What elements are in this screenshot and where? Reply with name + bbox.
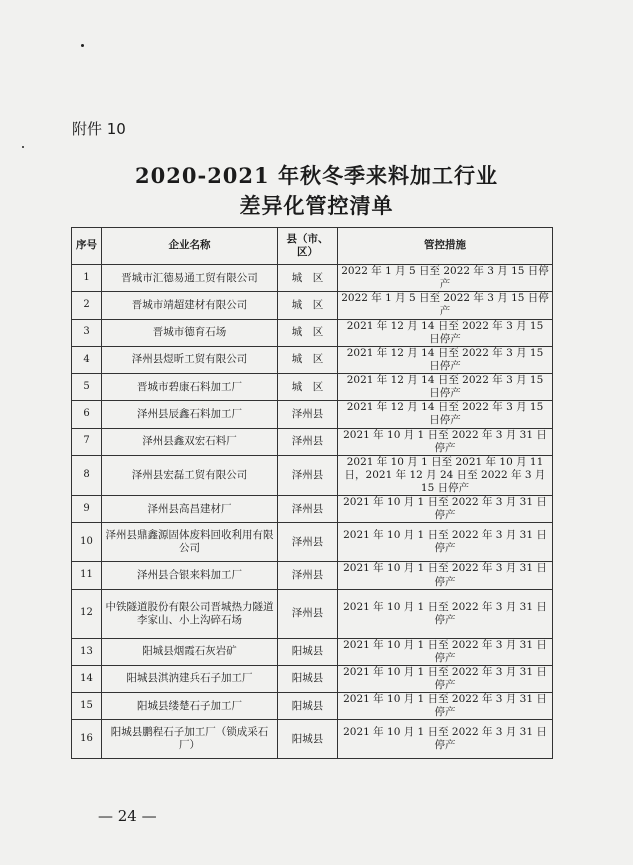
row-company: 晋城市德育石场 xyxy=(102,319,278,346)
row-company: 泽州县鑫双宏石料厂 xyxy=(102,428,278,455)
row-county: 阳城县 xyxy=(278,665,338,692)
row-measure: 2021 年 10 月 1 日至 2022 年 3 月 31 日停产 xyxy=(338,428,553,455)
row-county: 城 区 xyxy=(278,374,338,401)
table-row xyxy=(72,589,553,638)
row-measure: 2021 年 10 月 1 日至 2021 年 10 月 11 日，2021 年 12 月 24 日至 2022 年 3 月 15 日停产 xyxy=(338,455,553,495)
table-row xyxy=(72,401,553,428)
row-county: 城 区 xyxy=(278,292,338,319)
row-county: 泽州县 xyxy=(278,562,338,589)
table-row xyxy=(72,319,553,346)
row-county: 阳城县 xyxy=(278,693,338,720)
row-county: 泽州县 xyxy=(278,428,338,455)
scan-speck xyxy=(81,44,84,47)
table-row xyxy=(72,265,553,292)
table-row xyxy=(72,665,553,692)
row-no: 1 xyxy=(72,265,102,292)
row-county: 阳城县 xyxy=(278,720,338,759)
row-no: 8 xyxy=(72,455,102,495)
row-measure: 2021 年 10 月 1 日至 2022 年 3 月 31 日停产 xyxy=(338,562,553,589)
control-list-table xyxy=(71,227,553,759)
table-row xyxy=(72,693,553,720)
row-measure: 2021 年 10 月 1 日至 2022 年 3 月 31 日停产 xyxy=(338,665,553,692)
row-no: 9 xyxy=(72,496,102,523)
row-no: 12 xyxy=(72,589,102,638)
row-company: 阳城县淇汭建兵石子加工厂 xyxy=(102,665,278,692)
scan-speck xyxy=(22,146,24,148)
row-measure: 2021 年 10 月 1 日至 2022 年 3 月 31 日停产 xyxy=(338,720,553,759)
row-measure: 2021 年 12 月 14 日至 2022 年 3 月 15 日停产 xyxy=(338,374,553,401)
row-company: 阳城县缕楚石子加工厂 xyxy=(102,693,278,720)
row-no: 2 xyxy=(72,292,102,319)
row-company: 泽州县宏磊工贸有限公司 xyxy=(102,455,278,495)
row-no: 14 xyxy=(72,665,102,692)
attachment-label: 附件 10 xyxy=(72,120,126,138)
row-no: 3 xyxy=(72,319,102,346)
row-no: 5 xyxy=(72,374,102,401)
table-row xyxy=(72,523,553,562)
row-county: 泽州县 xyxy=(278,523,338,562)
row-measure: 2021 年 10 月 1 日至 2022 年 3 月 31 日停产 xyxy=(338,523,553,562)
row-company: 泽州县合银来料加工厂 xyxy=(102,562,278,589)
header-name: 企业名称 xyxy=(102,228,278,265)
table-row xyxy=(72,720,553,759)
row-measure: 2021 年 12 月 14 日至 2022 年 3 月 15 日停产 xyxy=(338,319,553,346)
row-company: 中铁隧道股份有限公司晋城热力隧道李家山、小上沟碎石场 xyxy=(102,589,278,638)
row-county: 城 区 xyxy=(278,319,338,346)
row-no: 16 xyxy=(72,720,102,759)
row-company: 泽州县辰鑫石料加工厂 xyxy=(102,401,278,428)
row-measure: 2021 年 10 月 1 日至 2022 年 3 月 31 日停产 xyxy=(338,638,553,665)
row-company: 泽州县高昌建材厂 xyxy=(102,496,278,523)
row-county: 泽州县 xyxy=(278,589,338,638)
document-title-line2: 差异化管控清单 xyxy=(239,193,394,218)
table-row xyxy=(72,496,553,523)
row-company: 晋城市碧康石料加工厂 xyxy=(102,374,278,401)
row-company: 晋城市靖超建材有限公司 xyxy=(102,292,278,319)
table-row xyxy=(72,346,553,373)
row-measure: 2021 年 12 月 14 日至 2022 年 3 月 15 日停产 xyxy=(338,401,553,428)
row-county: 泽州县 xyxy=(278,496,338,523)
header-no: 序号 xyxy=(72,228,102,265)
document-title-line1: 2020-2021 年秋冬季来料加工行业 xyxy=(135,163,498,188)
row-measure: 2022 年 1 月 5 日至 2022 年 3 月 15 日停产 xyxy=(338,265,553,292)
row-no: 4 xyxy=(72,346,102,373)
header-county: 县（市、区） xyxy=(278,228,338,265)
row-company: 泽州县鼎鑫源固体废料回收利用有限公司 xyxy=(102,523,278,562)
row-no: 13 xyxy=(72,638,102,665)
row-measure: 2021 年 10 月 1 日至 2022 年 3 月 31 日停产 xyxy=(338,496,553,523)
row-county: 阳城县 xyxy=(278,638,338,665)
header-measure: 管控措施 xyxy=(338,228,553,265)
table-row xyxy=(72,455,553,495)
row-county: 泽州县 xyxy=(278,401,338,428)
table-row xyxy=(72,292,553,319)
row-no: 15 xyxy=(72,693,102,720)
row-no: 6 xyxy=(72,401,102,428)
row-company: 阳城县烟霞石灰岩矿 xyxy=(102,638,278,665)
row-measure: 2021 年 10 月 1 日至 2022 年 3 月 31 日停产 xyxy=(338,589,553,638)
row-measure: 2021 年 12 月 14 日至 2022 年 3 月 15 日停产 xyxy=(338,346,553,373)
row-no: 7 xyxy=(72,428,102,455)
table-row xyxy=(72,428,553,455)
row-company: 阳城县鹏程石子加工厂（锁成采石厂） xyxy=(102,720,278,759)
row-no: 11 xyxy=(72,562,102,589)
row-company: 晋城市汇德易通工贸有限公司 xyxy=(102,265,278,292)
row-county: 城 区 xyxy=(278,346,338,373)
table-row xyxy=(72,638,553,665)
page-number: — 24 — xyxy=(98,807,157,825)
row-county: 泽州县 xyxy=(278,455,338,495)
table-row xyxy=(72,374,553,401)
row-county: 城 区 xyxy=(278,265,338,292)
row-measure: 2021 年 10 月 1 日至 2022 年 3 月 31 日停产 xyxy=(338,693,553,720)
row-company: 泽州县煜昕工贸有限公司 xyxy=(102,346,278,373)
table-header-row xyxy=(72,228,553,265)
table-row xyxy=(72,562,553,589)
row-no: 10 xyxy=(72,523,102,562)
row-measure: 2022 年 1 月 5 日至 2022 年 3 月 15 日停产 xyxy=(338,292,553,319)
